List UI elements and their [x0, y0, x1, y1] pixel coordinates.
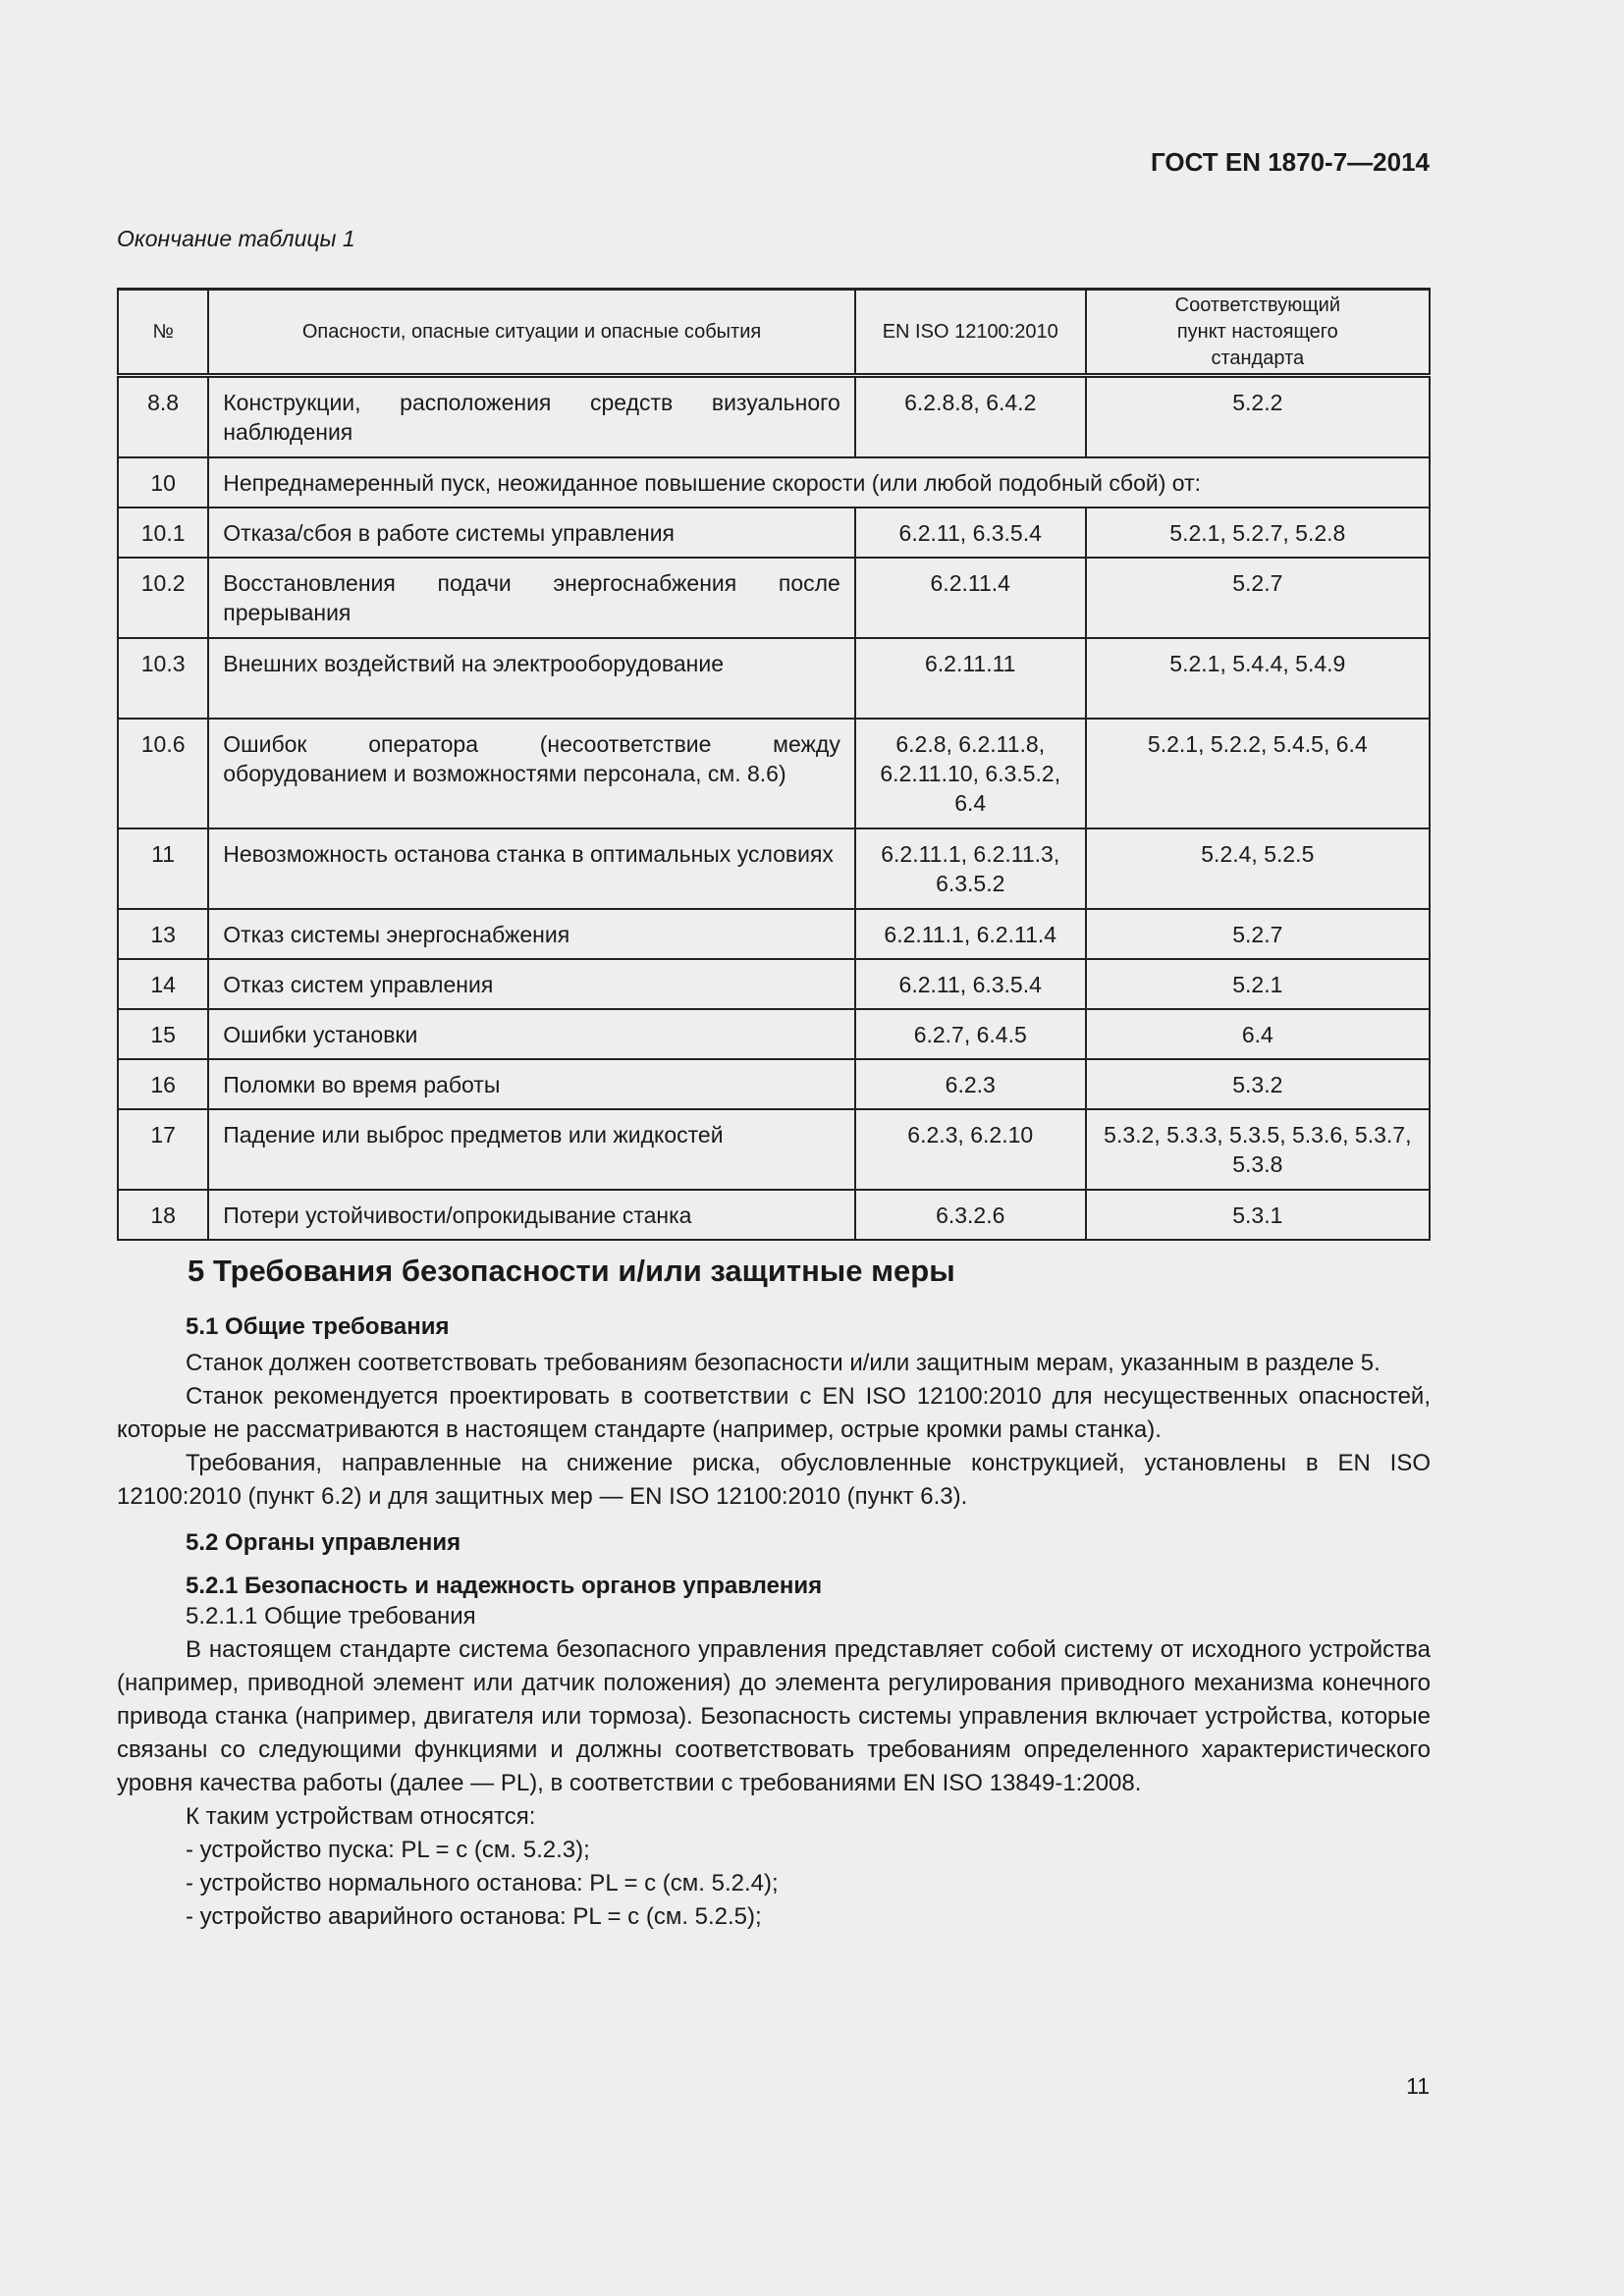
cell-iso-clause: 6.2.11, 6.3.5.4 — [855, 959, 1086, 1009]
cell-number: 16 — [118, 1059, 208, 1109]
list-item: - устройство нормального останова: PL = c (см. 5.2.4); — [186, 1870, 779, 1896]
cell-number: 10.2 — [118, 558, 208, 638]
cell-number: 10 — [118, 457, 208, 507]
section-5 — [117, 1255, 1431, 1934]
cell-standard-clause: 5.2.1, 5.4.4, 5.4.9 — [1086, 638, 1430, 719]
cell-number: 8.8 — [118, 376, 208, 458]
clause-heading: 5.2.1.1 Общие требования — [186, 1603, 476, 1629]
cell-number: 14 — [118, 959, 208, 1009]
cell-standard-clause: 6.4 — [1086, 1009, 1430, 1059]
cell-hazard: Потери устойчивости/опрокидывание станка — [208, 1190, 855, 1240]
cell-iso-clause: 6.2.11.1, 6.2.11.4 — [855, 909, 1086, 959]
paragraph: Требования, направленные на снижение риска, обусловленные конструкцией, установлены в EN ISO 12100:2010 (пункт 6.2) и для защитных мер — EN ISO 12100:2010 (пункт 6.3). — [117, 1450, 1431, 1510]
cell-hazard: Отказа/сбоя в работе системы управления — [208, 507, 855, 558]
cell-hazard: Восстановления подачи энергоснабжения после прерывания — [208, 558, 855, 638]
cell-hazard: Отказ системы энергоснабжения — [208, 909, 855, 959]
cell-standard-clause: 5.2.2 — [1086, 376, 1430, 458]
header-iso: EN ISO 12100:2010 — [855, 290, 1086, 376]
header-no: № — [118, 290, 208, 376]
table-header-row — [118, 290, 1430, 376]
cell-standard-clause: 5.3.1 — [1086, 1190, 1430, 1240]
cell-hazard: Невозможность останова станка в оптимальных условиях — [208, 828, 855, 909]
table-row — [118, 1190, 1430, 1240]
subsection-heading: 5.1 Общие требования — [186, 1313, 450, 1340]
section-heading: 5 Требования безопасности и/или защитные меры — [188, 1254, 955, 1288]
cell-number: 10.1 — [118, 507, 208, 558]
cell-hazard: Ошибки установки — [208, 1009, 855, 1059]
cell-standard-clause: 5.2.7 — [1086, 558, 1430, 638]
cell-number: 10.6 — [118, 719, 208, 828]
list-item: - устройство аварийного останова: PL = c (см. 5.2.5); — [186, 1903, 762, 1930]
cell-standard-clause: 5.3.2, 5.3.3, 5.3.5, 5.3.6, 5.3.7, 5.3.8 — [1086, 1109, 1430, 1190]
cell-iso-clause: 6.2.7, 6.4.5 — [855, 1009, 1086, 1059]
table-row — [118, 376, 1430, 458]
cell-number: 10.3 — [118, 638, 208, 719]
table-row — [118, 959, 1430, 1009]
cell-standard-clause: 5.2.1, 5.2.7, 5.2.8 — [1086, 507, 1430, 558]
cell-hazard: Ошибок оператора (несоответствие между оборудованием и возможностями персонала, см. 8.6) — [208, 719, 855, 828]
table-row — [118, 1059, 1430, 1109]
paragraph: Станок рекомендуется проектировать в соответствии с EN ISO 12100:2010 для несущественных опасностей, которые не рассматриваются в настоящем стандарте (например, острые кромки рамы станка). — [117, 1383, 1431, 1443]
cell-standard-clause: 5.2.7 — [1086, 909, 1430, 959]
header-standard: Соответствующий пункт настоящего стандарта — [1086, 290, 1430, 376]
cell-number: 18 — [118, 1190, 208, 1240]
table-row — [118, 828, 1430, 909]
cell-hazard: Падение или выброс предметов или жидкостей — [208, 1109, 855, 1190]
cell-iso-clause: 6.2.11.4 — [855, 558, 1086, 638]
cell-iso-clause: 6.2.11.11 — [855, 638, 1086, 719]
table-row — [118, 1109, 1430, 1190]
table-row — [118, 909, 1430, 959]
cell-iso-clause: 6.3.2.6 — [855, 1190, 1086, 1240]
cell-iso-clause: 6.2.11, 6.3.5.4 — [855, 507, 1086, 558]
table-row — [118, 1009, 1430, 1059]
paragraph: К таким устройствам относятся: — [186, 1803, 536, 1830]
cell-number: 15 — [118, 1009, 208, 1059]
paragraph: Станок должен соответствовать требованиям безопасности и/или защитным мерам, указанным в разделе 5. — [186, 1350, 1380, 1376]
cell-number: 17 — [118, 1109, 208, 1190]
cell-iso-clause: 6.2.3 — [855, 1059, 1086, 1109]
cell-hazard: Поломки во время работы — [208, 1059, 855, 1109]
page-number: 11 — [1406, 2073, 1430, 2099]
cell-iso-clause: 6.2.8.8, 6.4.2 — [855, 376, 1086, 458]
table-row — [118, 558, 1430, 638]
table-row — [118, 457, 1430, 507]
table-row — [118, 719, 1430, 828]
subsection-heading: 5.2.1 Безопасность и надежность органов управления — [186, 1573, 823, 1599]
table-caption: Окончание таблицы 1 — [117, 226, 355, 251]
cell-iso-clause: 6.2.11.1, 6.2.11.3, 6.3.5.2 — [855, 828, 1086, 909]
subsection-heading: 5.2 Органы управления — [186, 1529, 461, 1556]
cell-iso-clause: 6.2.8, 6.2.11.8, 6.2.11.10, 6.3.5.2, 6.4 — [855, 719, 1086, 828]
document-code: ГОСТ EN 1870-7—2014 — [1151, 147, 1430, 177]
cell-hazard: Отказ систем управления — [208, 959, 855, 1009]
list-item: - устройство пуска: PL = c (см. 5.2.3); — [186, 1837, 590, 1863]
hazards-table — [117, 288, 1431, 1241]
cell-standard-clause: 5.3.2 — [1086, 1059, 1430, 1109]
table-row — [118, 638, 1430, 719]
cell-iso-clause: 6.2.3, 6.2.10 — [855, 1109, 1086, 1190]
cell-group-title: Непреднамеренный пуск, неожиданное повышение скорости (или любой подобный сбой) от: — [208, 457, 1430, 507]
paragraph: В настоящем стандарте система безопасного управления представляет собой систему от исходного устройства (например, приводной элемент или датчик положения) до элемента регулирования приводного механизма конечного привода станка (например, двигателя или тормоза). Безопасность системы управления включает устройства, которые связаны со следующими функциями и должны соответствовать требованиям определенного характеристического уровня качества работы (далее — PL), в соответствии с требованиями EN ISO 13849-1:2008. — [117, 1636, 1431, 1796]
cell-standard-clause: 5.2.1 — [1086, 959, 1430, 1009]
cell-number: 13 — [118, 909, 208, 959]
cell-standard-clause: 5.2.1, 5.2.2, 5.4.5, 6.4 — [1086, 719, 1430, 828]
cell-number: 11 — [118, 828, 208, 909]
cell-hazard: Конструкции, расположения средств визуального наблюдения — [208, 376, 855, 458]
cell-hazard: Внешних воздействий на электрооборудование — [208, 638, 855, 719]
cell-standard-clause: 5.2.4, 5.2.5 — [1086, 828, 1430, 909]
table-row — [118, 507, 1430, 558]
header-hazards: Опасности, опасные ситуации и опасные события — [208, 290, 855, 376]
